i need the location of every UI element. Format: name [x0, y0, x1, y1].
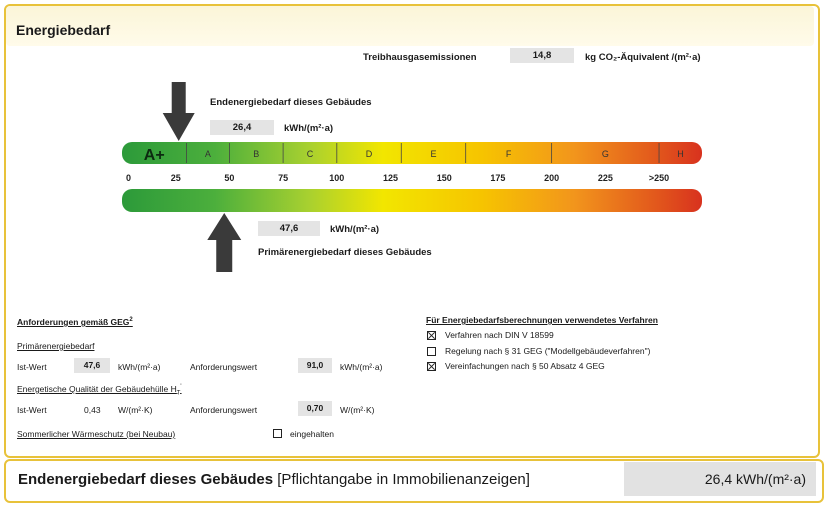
envelope-req-unit: W/(m²·K) — [340, 405, 375, 415]
class-label-H: H — [677, 149, 684, 159]
end-energy-unit: kWh/(m²·a) — [284, 123, 334, 134]
tick-label: >250 — [648, 173, 670, 183]
method-checkbox-model[interactable] — [427, 347, 436, 356]
class-label-A+: A+ — [143, 147, 165, 164]
primary-energy-arrow — [207, 213, 241, 272]
tick-label: 125 — [383, 173, 399, 183]
class-label-C: C — [306, 149, 314, 159]
tick-label: 175 — [490, 173, 506, 183]
class-label-A: A — [204, 149, 211, 159]
method-label-simplified: Vereinfachungen nach § 50 Absatz 4 GEG — [445, 361, 605, 371]
page-title: Energiebedarf — [16, 22, 111, 38]
primary-req-label: Anforderungswert — [190, 362, 258, 372]
primary-ist-value: 47,6 — [74, 358, 110, 373]
emissions-value: 14,8 — [510, 48, 574, 63]
class-label-D: D — [365, 149, 373, 159]
tick-label: 25 — [170, 173, 181, 183]
envelope-ist-unit: W/(m²·K) — [118, 405, 153, 415]
emissions-label: Treibhausgasemissionen — [363, 52, 477, 63]
summer-protection-check-label: eingehalten — [290, 429, 334, 439]
primary-energy-value: 47,6 — [258, 221, 320, 236]
envelope-ist-label: Ist-Wert — [17, 405, 47, 415]
method-checkbox-din[interactable] — [427, 331, 436, 340]
bottom-scale-bar — [122, 189, 702, 212]
class-label-B: B — [253, 149, 260, 159]
tick-label: 0 — [126, 173, 132, 183]
primary-ist-unit: kWh/(m²·a) — [118, 362, 161, 372]
envelope-ist-value: 0,43 — [84, 405, 101, 415]
envelope-req-label: Anforderungswert — [190, 405, 258, 415]
summer-protection-checkbox[interactable] — [273, 429, 282, 438]
tick-label: 50 — [224, 173, 235, 183]
tick-label: 75 — [278, 173, 289, 183]
envelope-req-value: 0,70 — [298, 401, 332, 416]
tick-label: 150 — [436, 173, 452, 183]
class-label-F: F — [505, 149, 512, 159]
end-energy-arrow — [163, 82, 195, 141]
method-label-din: Verfahren nach DIN V 18599 — [445, 330, 554, 340]
end-energy-label: Endenergiebedarf dieses Gebäudes — [210, 97, 372, 108]
class-label-G: G — [601, 149, 609, 159]
requirements-heading: Anforderungen gemäß GEG$^2$ — [17, 317, 133, 327]
primary-req-unit: kWh/(m²·a) — [340, 362, 383, 372]
primary-req-value: 91,0 — [298, 358, 332, 373]
tick-label: 225 — [597, 173, 613, 183]
class-label-E: E — [430, 149, 437, 159]
primary-energy-unit: kWh/(m²·a) — [330, 224, 380, 235]
primary-ist-label: Ist-Wert — [17, 362, 47, 372]
summer-protection-label: Sommerlicher Wärmeschutz (bei Neubau) — [17, 429, 176, 439]
tick-label: 100 — [329, 173, 345, 183]
emissions-unit: kg CO₂-Äquivalent /(m²·a) — [585, 52, 701, 63]
primary-energy-label: Primärenergiebedarf dieses Gebäudes — [258, 247, 432, 258]
end-energy-value: 26,4 — [210, 120, 274, 135]
tick-label: 200 — [544, 173, 560, 183]
footer-value: 26,4 kWh/(m²·a) — [624, 462, 816, 496]
footer-title: Endenergiebedarf dieses Gebäudes [Pflichtangabe in Immobilienanzeigen] — [18, 471, 530, 488]
methods-heading: Für Energiebedarfsberechnungen verwendetes Verfahren — [426, 315, 658, 325]
method-checkbox-simplified[interactable] — [427, 362, 436, 371]
method-label-model: Regelung nach § 31 GEG ("Modellgebäudeverfahren") — [445, 346, 651, 356]
envelope-quality-heading: Energetische Qualität der Gebäudehülle $H_T'$ — [17, 384, 182, 397]
primary-requirements-heading: Primärenergiebedarf — [17, 341, 95, 351]
